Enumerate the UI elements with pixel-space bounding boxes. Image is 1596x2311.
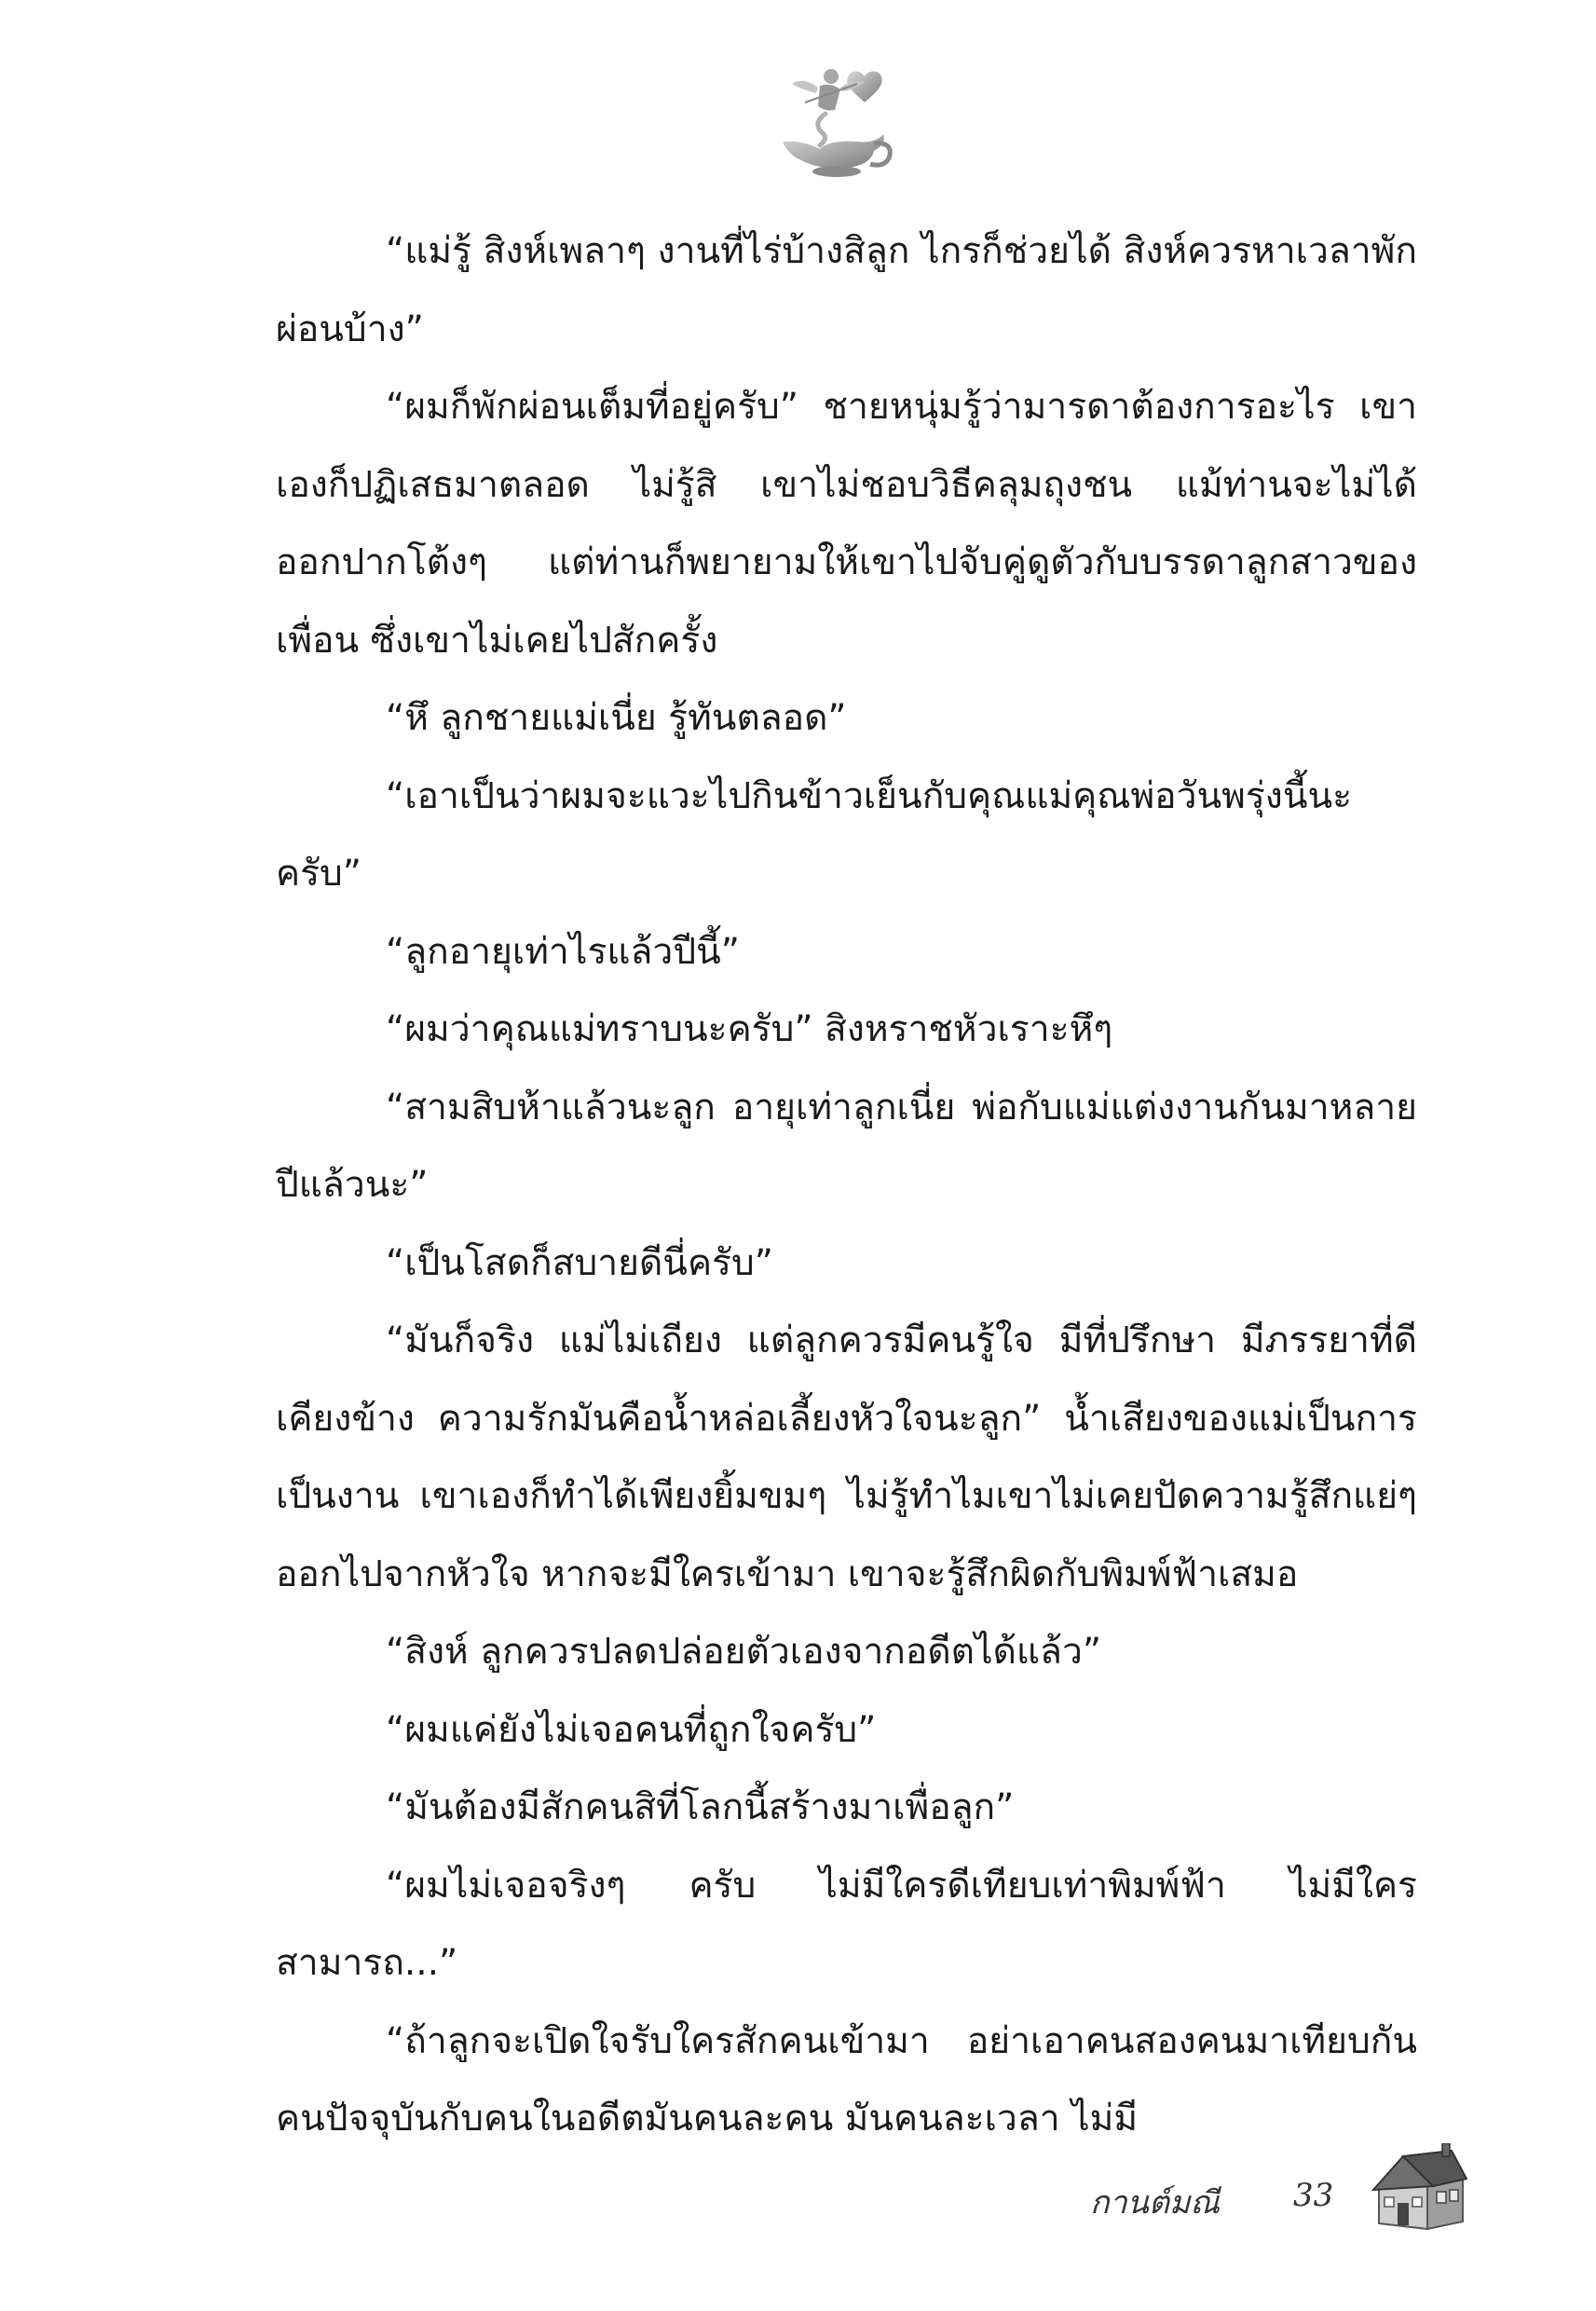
paragraph: “หึ ลูกชายแม่เนี่ย รู้ทันตลอด”	[386, 697, 847, 739]
paragraph: “มันต้องมีสักคนสิที่โลกนี้สร้างมาเพื่อลูก”	[386, 1786, 1015, 1828]
paragraph: “มันก็จริง แม่ไม่เถียง แต่ลูกควรมีคนรู้ใจ มีที่ปรึกษา มีภรรยาที่ดีเคียงข้าง ความรักมันคือน้ำหล่อเลี้ยงหัวใจนะลูก” น้ำเสียงของแม่เป็นการเป็นงาน เขาเองก็ทำได้เพียงยิ้มขมๆ ไม่รู้ทำไมเขาไม่เคยปัดความรู้สึกแย่ๆ ออกไปจากหัวใจ หากจะมีใครเข้ามา เขาจะรู้สึกผิดกับพิมพ์ฟ้าเสมอ	[276, 1320, 1417, 1595]
book-title: กานต์มณี	[1090, 2184, 1220, 2222]
paragraph: “ผมแค่ยังไม่เจอคนที่ถูกใจครับ”	[386, 1708, 877, 1751]
house-icon	[1370, 2143, 1472, 2236]
paragraph: “เป็นโสดก็สบายดีนี่ครับ”	[386, 1241, 773, 1284]
magic-lamp-cupid-icon	[764, 56, 904, 186]
paragraph: “ผมก็พักผ่อนเต็มที่อยู่ครับ” ชายหนุ่มรู้ว่ามารดาต้องการอะไร เขาเองก็ปฏิเสธมาตลอด ไม่รู้สิ เขาไม่ชอบวิธีคลุมถุงชน แม้ท่านจะไม่ได้ออกปากโต้งๆ แต่ท่านก็พยายามให้เขาไปจับคู่ดูตัวกับบรรดาลูกสาวของเพื่อน ซึ่งเขาไม่เคยไปสักครั้ง	[276, 386, 1417, 662]
paragraph: “ผมว่าคุณแม่ทราบนะครับ” สิงหราชหัวเราะหึๆ	[386, 1008, 1113, 1050]
paragraph: “ผมไม่เจอจริงๆ ครับ ไม่มีใครดีเทียบเท่าพิมพ์ฟ้า ไม่มีใครสามารถ...”	[276, 1864, 1417, 1984]
paragraph: “สามสิบห้าแล้วนะลูก อายุเท่าลูกเนี่ย พ่อกับแม่แต่งงานกันมาหลายปีแล้วนะ”	[276, 1086, 1417, 1206]
paragraph: “สิงห์ ลูกควรปลดปล่อยตัวเองจากอดีตได้แล้ว”	[386, 1631, 1102, 1673]
paragraph: “เอาเป็นว่าผมจะแวะไปกินข้าวเย็นกับคุณแม่คุณพ่อวันพรุ่งนี้นะครับ”	[276, 774, 1353, 895]
body-text	[276, 212, 1417, 2158]
paragraph: “แม่รู้ สิงห์เพลาๆ งานที่ไร่บ้างสิลูก ไกรก็ช่วยได้ สิงห์ควรหาเวลาพักผ่อนบ้าง”	[276, 230, 1417, 350]
page-footer	[1090, 2143, 1481, 2246]
page-number: 33	[1293, 2177, 1334, 2214]
paragraph: “ถ้าลูกจะเปิดใจรับใครสักคนเข้ามา อย่าเอาคนสองคนมาเทียบกัน คนปัจจุบันกับคนในอดีตมันคนละคน มันคนละเวลา ไม่มี	[276, 2019, 1417, 2140]
paragraph: “ลูกอายุเท่าไรแล้วปีนี้”	[386, 930, 740, 973]
